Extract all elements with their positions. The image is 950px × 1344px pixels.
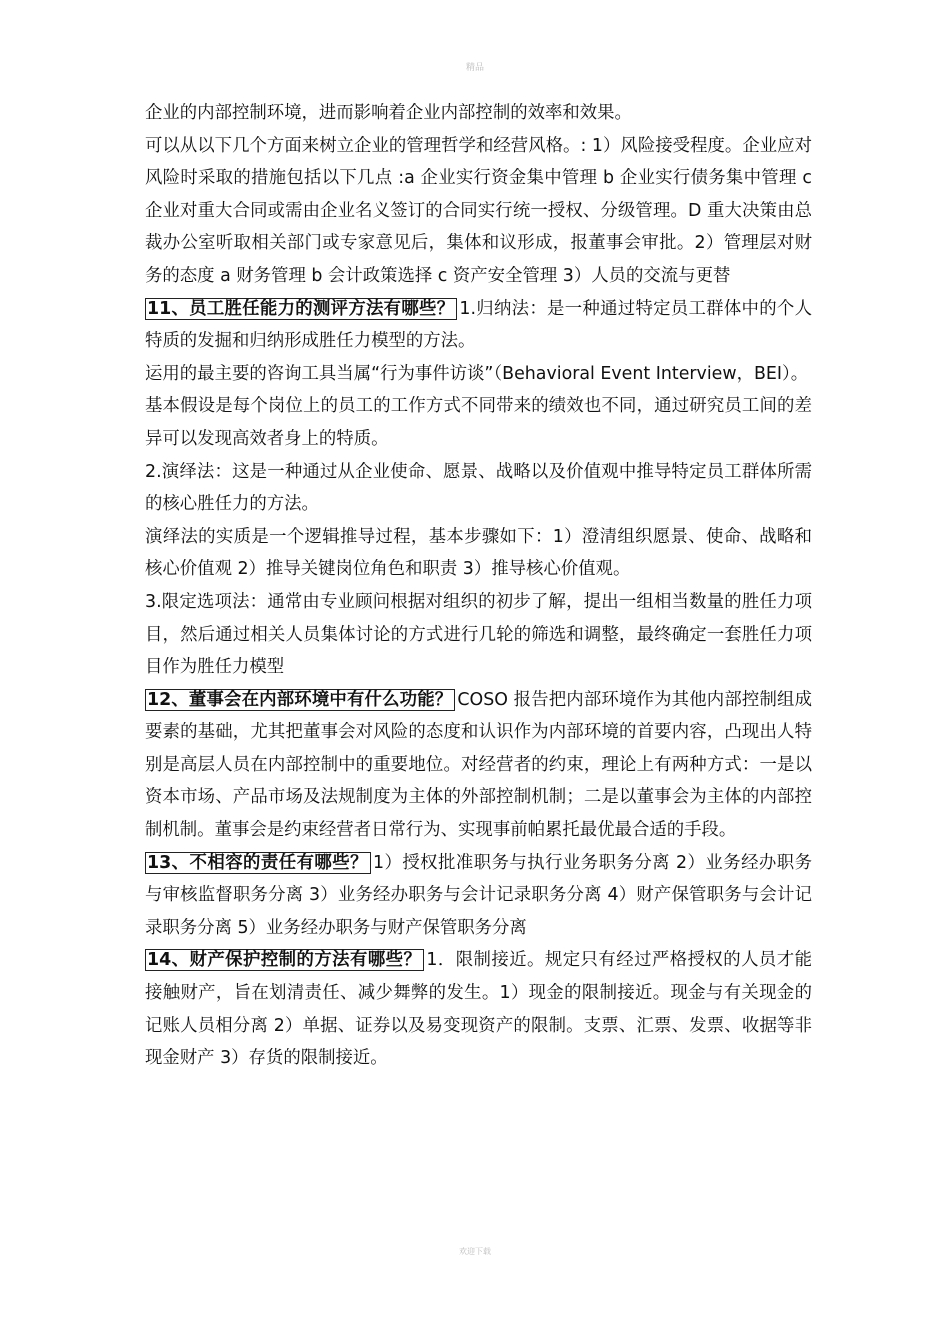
question-14-heading: 14、财产保护控制的方法有哪些？ [145,949,424,971]
paragraph: 2.演绎法：这是一种通过从企业使命、愿景、战略以及价值观中推导特定员工群体所需的核心胜任力的方法。 [145,461,812,515]
document-body [145,97,812,1075]
question-11 [145,293,812,358]
question-11-heading: 11、员工胜任能力的测评方法有哪些？ [145,298,457,320]
page-header-mark: 精品 [465,63,484,73]
question-11-lead: 1.归纳法：是一种通过特定员工群体中的个人特质的发掘和归纳形成胜任力模型的方法。 [145,298,812,352]
question-13 [145,847,812,945]
paragraph: 3.限定选项法：通常由专业顾问根据对组织的初步了解，提出一组相当数量的胜任力项目，然后通过相关人员集体讨论的方式进行几轮的筛选和调整，最终确定一套胜任力项目作为胜任力模型 [145,591,812,678]
question-12-body: COSO 报告把内部环境作为其他内部控制组成要素的基础，尤其把董事会对风险的态度和认识作为内部环境的首要内容，凸现出人特别是高层人员在内部控制中的重要地位。对经营者的约束，理论上有两种方式：一是以资本市场、产品市场及法规制度为主体的外部控制机制；二是以董事会为主体的内部控制机制。董事会是约束经营者日常行为、实现事前帕累托最优最合适的手段。 [145,689,812,841]
question-13-heading: 13、不相容的责任有哪些？ [145,852,371,874]
paragraph: 基本假设是每个岗位上的员工的工作方式不同带来的绩效也不同，通过研究员工间的差异可以发现高效者身上的特质。 [145,396,812,449]
paragraph: 企业的内部控制环境，进而影响着企业内部控制的效率和效果。 [145,103,632,123]
paragraph: 可以从以下几个方面来树立企业的管理哲学和经营风格。: 1）风险接受程度。企业应对风险时采取的措施包括以下几点 :a 企业实行资金集中管理 b 企业实行债务集中管理 c 企业对重大合同或需由企业名义签订的合同实行统一授权、分级管理。D 重大决策由总裁办公室听取相关部门或专家意见后，集体和议形成，报董事会审批。2）管理层对财务的态度 a 财务管理 b 会计政策选择 c 资产安全管理 3）人员的交流与更替 [145,135,812,286]
page-footer-mark: 欢迎下载 [459,1247,491,1256]
paragraph: 演绎法的实质是一个逻辑推导过程，基本步骤如下：1）澄清组织愿景、使命、战略和核心价值观 2）推导关键岗位角色和职责 3）推导核心价值观。 [145,526,812,580]
question-13-body: 1）授权批准职务与执行业务职务分离 2）业务经办职务与审核监督职务分离 3）业务经办职务与会计记录职务分离 4）财产保管职务与会计记录职务分离 5）业务经办职务与财产保管职务分离 [145,852,812,938]
question-14-body: 1．限制接近。规定只有经过严格授权的人员才能接触财产，旨在划清责任、减少舞弊的发生。1）现金的限制接近。现金与有关现金的记账人员相分离 2）单据、证券以及易变现资产的限制。支票、汇票、发票、收据等非现金财产 3）存货的限制接近。 [145,950,812,1069]
question-12 [145,684,812,847]
paragraph: 运用的最主要的咨询工具当属“行为事件访谈”（Behavioral Event Interview，BEI）。 [145,363,809,384]
question-12-heading: 12、董事会在内部环境中有什么功能？ [145,689,455,711]
question-14 [145,944,812,1074]
